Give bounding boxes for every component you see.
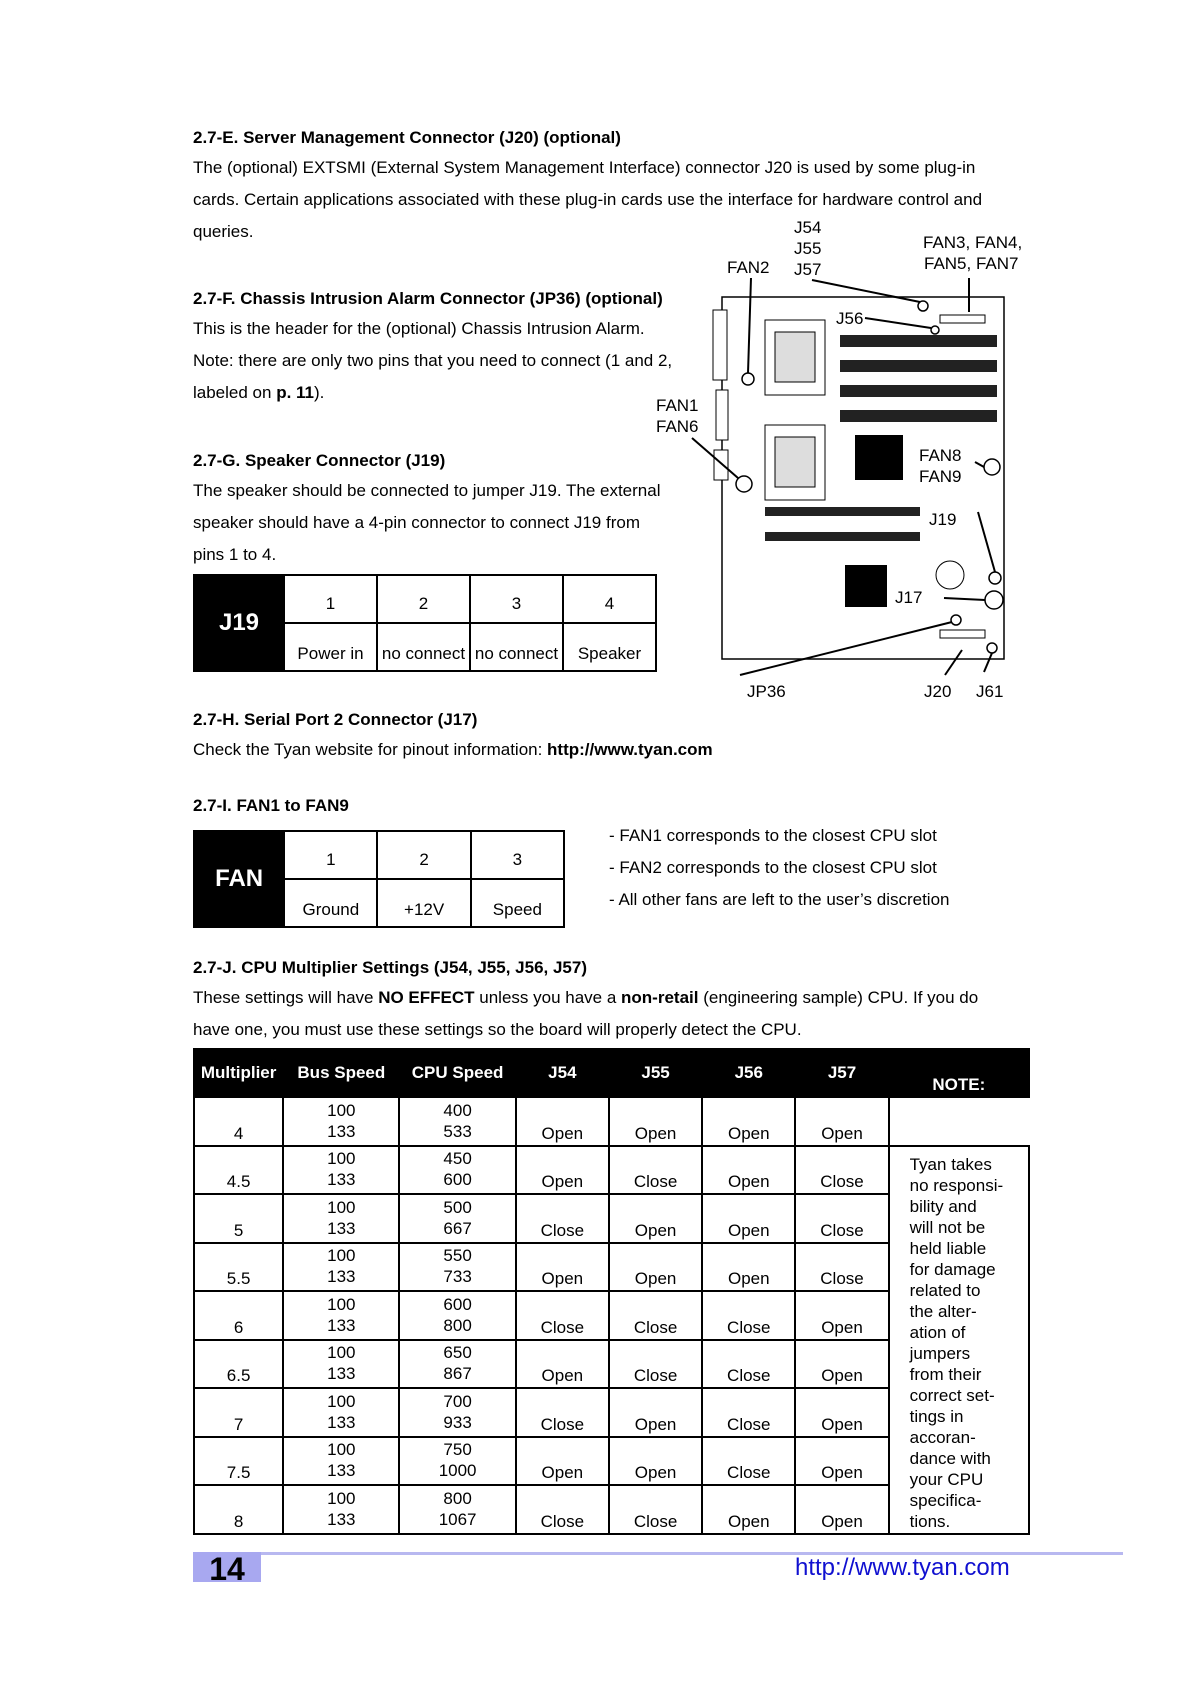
multiplier-cell: 8: [194, 1485, 283, 1534]
text-run: unless you have a: [474, 988, 622, 1007]
column-header: Multiplier: [194, 1049, 283, 1097]
pin-function: Power in: [284, 623, 377, 671]
note-line: from their: [909, 1364, 982, 1384]
connector-marker: [736, 476, 752, 492]
column-header: J54: [516, 1049, 609, 1097]
connector-marker: [951, 615, 961, 625]
bus-speed-cell: [283, 1194, 399, 1243]
j57-cell: Open: [795, 1291, 888, 1340]
j56-cell: Open: [702, 1146, 795, 1195]
diagram-label: FAN3, FAN4,: [923, 233, 1023, 252]
note-line: your CPU: [909, 1469, 984, 1489]
j55-cell: Open: [609, 1194, 702, 1243]
section-f: [193, 288, 713, 409]
bus-speed-cell-line: 100: [327, 1149, 356, 1169]
multiplier-cell: 4.5: [194, 1146, 283, 1195]
bus-speed-cell: [283, 1243, 399, 1292]
cpu-speed-cell-line: 800: [443, 1315, 472, 1335]
pin-number: 3: [471, 831, 564, 879]
note-line: specifica-: [909, 1490, 982, 1510]
diagram-label: FAN1: [656, 396, 699, 415]
bus-speed-cell: [283, 1097, 399, 1146]
diagram-label: J61: [976, 682, 1004, 701]
cpu-speed-cell-line: 733: [443, 1267, 472, 1287]
text-run: Check the Tyan website for pinout information:: [193, 740, 548, 759]
bus-speed-cell: [283, 1485, 399, 1534]
cpu-speed-cell-line: 867: [443, 1364, 472, 1384]
note-line: ation of: [909, 1322, 966, 1342]
bus-speed-cell-line: 100: [327, 1294, 356, 1314]
cpu-speed-cell-line: 600: [443, 1170, 472, 1190]
note-line: related to: [909, 1280, 981, 1300]
cpu-speed-cell: [399, 1437, 515, 1486]
note-line: bility and: [909, 1196, 977, 1216]
memory-slot: [840, 360, 997, 372]
section-heading: 2.7-J. CPU Multiplier Settings (J54, J55, J56, J57): [193, 958, 587, 977]
connector-marker: [931, 326, 939, 334]
j54-cell: Open: [516, 1097, 609, 1146]
cpu-socket-core: [775, 332, 815, 382]
connector-marker: [742, 373, 754, 385]
note-line: tions.: [909, 1511, 951, 1531]
note-line: tings in: [909, 1406, 964, 1426]
cpu-speed-cell-line: 700: [443, 1391, 472, 1411]
diagram-label: JP36: [747, 682, 786, 701]
diagram-label: J56: [836, 309, 864, 328]
cpu-speed-cell-line: 1000: [438, 1461, 477, 1481]
section-h: [193, 709, 1043, 766]
fan-note: - FAN2 corresponds to the closest CPU slot: [609, 858, 937, 877]
io-chip: [845, 565, 887, 607]
diagram-label: J20: [924, 682, 952, 701]
note-line: no responsi-: [909, 1175, 1004, 1195]
text-run: ).: [314, 383, 325, 402]
memory-slot: [840, 335, 997, 347]
pin-number: 2: [377, 575, 470, 623]
j54-cell: Open: [516, 1437, 609, 1486]
diagram-label: FAN8: [919, 446, 962, 465]
diagram-label: FAN5, FAN7: [924, 254, 1019, 273]
j55-cell: Close: [609, 1291, 702, 1340]
diagram-label: FAN6: [656, 417, 699, 436]
table-row: [194, 1097, 1029, 1146]
emphasis: non-retail: [621, 988, 699, 1007]
bus-speed-cell-line: 100: [327, 1391, 356, 1411]
bus-speed-cell-line: 133: [327, 1364, 356, 1384]
j54-cell: Close: [516, 1194, 609, 1243]
pin-function: Ground: [284, 879, 377, 927]
paragraph-line: have one, you must use these settings so the board will properly detect the CPU.: [193, 1020, 802, 1039]
j55-cell: Close: [609, 1146, 702, 1195]
note-line: correct set-: [909, 1385, 995, 1405]
pin-function: Speaker: [563, 623, 656, 671]
pin-function: +12V: [377, 879, 470, 927]
cpu-speed-cell: [399, 1485, 515, 1534]
j55-cell: Close: [609, 1340, 702, 1389]
pin-number: 1: [284, 575, 377, 623]
note-line: jumpers: [909, 1343, 971, 1363]
paragraph-line: cards. Certain applications associated with these plug-in cards use the interface for hardware control and: [193, 190, 983, 209]
bus-speed-cell-line: 133: [327, 1170, 356, 1190]
column-header: CPU Speed: [399, 1049, 515, 1097]
note-text: [889, 1146, 1029, 1534]
bus-speed-cell: [283, 1291, 399, 1340]
paragraph-line: [193, 982, 1073, 1014]
cpu-speed-cell-line: 750: [443, 1440, 472, 1460]
bus-speed-cell-line: 133: [327, 1267, 356, 1287]
fan-note: - FAN1 corresponds to the closest CPU slot: [609, 826, 937, 845]
bus-speed-cell: [283, 1388, 399, 1437]
j57-cell: Open: [795, 1485, 888, 1534]
emphasis: NO EFFECT: [378, 988, 475, 1007]
cpu-speed-cell: [399, 1097, 515, 1146]
j56-cell: Open: [702, 1243, 795, 1292]
column-header: J57: [795, 1049, 888, 1097]
j56-cell: Close: [702, 1388, 795, 1437]
j55-cell: Open: [609, 1243, 702, 1292]
section-heading: 2.7-E. Server Management Connector (J20) (optional): [193, 128, 621, 147]
multiplier-cell: 7: [194, 1388, 283, 1437]
pin-number: 3: [470, 575, 563, 623]
j56-cell: Open: [702, 1097, 795, 1146]
j56-cell: Open: [702, 1194, 795, 1243]
paragraph-line: The speaker should be connected to jumper J19. The external: [193, 481, 661, 500]
cpu-speed-cell-line: 400: [443, 1100, 472, 1120]
pin-number: 2: [377, 831, 470, 879]
j54-cell: Close: [516, 1291, 609, 1340]
rear-io-block: [713, 310, 727, 380]
header-connector: [940, 630, 985, 638]
j57-cell: Open: [795, 1437, 888, 1486]
column-header: J55: [609, 1049, 702, 1097]
cpu-speed-cell-line: 933: [443, 1412, 472, 1432]
section-heading: 2.7-G. Speaker Connector (J19): [193, 451, 446, 470]
motherboard-diagram: [640, 210, 1060, 710]
pin-function: no connect: [470, 623, 563, 671]
memory-slot: [840, 385, 997, 397]
j57-cell: Close: [795, 1243, 888, 1292]
bus-speed-cell-line: 133: [327, 1509, 356, 1529]
section-j: [193, 957, 1073, 1046]
cpu-speed-cell-line: 650: [443, 1343, 472, 1363]
connector-marker: [985, 591, 1003, 609]
rear-io-block: [716, 390, 728, 440]
multiplier-cell: 4: [194, 1097, 283, 1146]
table-row: [194, 1146, 1029, 1195]
note-line: accoran-: [909, 1427, 976, 1447]
battery: [936, 561, 964, 589]
paragraph-line: [193, 377, 713, 409]
table-label: J19: [194, 575, 284, 671]
j56-cell: Open: [702, 1485, 795, 1534]
paragraph-line: queries.: [193, 222, 254, 241]
bus-speed-cell-line: 100: [327, 1246, 356, 1266]
bus-speed-cell-line: 100: [327, 1488, 356, 1508]
cpu-speed-cell-line: 550: [443, 1246, 472, 1266]
cpu-speed-cell-line: 450: [443, 1149, 472, 1169]
bus-speed-cell-line: 133: [327, 1315, 356, 1335]
cpu-speed-cell-line: 667: [443, 1218, 472, 1238]
pin-number: 4: [563, 575, 656, 623]
section-i: [193, 795, 349, 817]
note-line: will not be: [909, 1217, 986, 1237]
bus-speed-cell-line: 100: [327, 1100, 356, 1120]
cpu-speed-cell-line: 533: [443, 1121, 472, 1141]
diagram-label: J57: [794, 260, 822, 279]
pin-function: no connect: [377, 623, 470, 671]
diagram-label: J17: [895, 588, 923, 607]
section-heading: 2.7-F. Chassis Intrusion Alarm Connector (JP36) (optional): [193, 289, 663, 308]
cpu-speed-cell: [399, 1146, 515, 1195]
memory-slot: [840, 410, 997, 422]
multiplier-cell: 7.5: [194, 1437, 283, 1486]
j54-cell: Open: [516, 1243, 609, 1292]
cpu-speed-cell: [399, 1388, 515, 1437]
pci-slot: [765, 507, 920, 516]
j19-pin-table: [193, 574, 657, 672]
note-line: the alter-: [909, 1301, 977, 1321]
j56-cell: Close: [702, 1340, 795, 1389]
bus-speed-cell: [283, 1146, 399, 1195]
bus-speed-cell-line: 100: [327, 1343, 356, 1363]
j57-cell: Open: [795, 1388, 888, 1437]
j57-cell: Open: [795, 1340, 888, 1389]
cpu-speed-cell: [399, 1194, 515, 1243]
j54-cell: Open: [516, 1340, 609, 1389]
bus-speed-cell-line: 133: [327, 1121, 356, 1141]
diagram-label: J55: [794, 239, 822, 258]
j54-cell: Open: [516, 1146, 609, 1195]
paragraph-line: This is the header for the (optional) Chassis Intrusion Alarm.: [193, 319, 645, 338]
cpu-speed-cell-line: 1067: [438, 1509, 477, 1529]
chipset: [855, 435, 903, 480]
note-line: for damage: [909, 1259, 996, 1279]
j55-cell: Open: [609, 1437, 702, 1486]
rear-io-block: [714, 450, 728, 480]
connector-marker: [984, 459, 1000, 475]
fan-notes: [609, 820, 1049, 916]
paragraph-line: The (optional) EXTSMI (External System Management Interface) connector J20 is used by some plug-in: [193, 158, 976, 177]
diagram-label: FAN9: [919, 467, 962, 486]
cpu-speed-cell-line: 800: [443, 1488, 472, 1508]
bus-speed-cell: [283, 1437, 399, 1486]
note-line: Tyan takes: [909, 1154, 992, 1174]
j54-cell: Close: [516, 1388, 609, 1437]
pin-number: 1: [284, 831, 377, 879]
fan-pin-table: [193, 830, 565, 928]
j55-cell: Close: [609, 1485, 702, 1534]
paragraph-line: speaker should have a 4-pin connector to connect J19 from: [193, 513, 640, 532]
header-connector: [940, 315, 985, 323]
cpu-speed-cell-line: 600: [443, 1294, 472, 1314]
diagram-label: J19: [929, 510, 957, 529]
pci-slot: [765, 532, 920, 541]
bus-speed-cell-line: 133: [327, 1412, 356, 1432]
paragraph-line: pins 1 to 4.: [193, 545, 277, 564]
multiplier-cell: 5: [194, 1194, 283, 1243]
j56-cell: Close: [702, 1437, 795, 1486]
cpu-speed-cell: [399, 1243, 515, 1292]
text-run: labeled on: [193, 383, 277, 402]
multiplier-cell: 5.5: [194, 1243, 283, 1292]
bus-speed-cell-line: 133: [327, 1218, 356, 1238]
footer-url[interactable]: http://www.tyan.com: [795, 1554, 1010, 1581]
connector-marker: [987, 643, 997, 653]
website-link[interactable]: http://www.tyan.com: [547, 740, 713, 759]
diagram-label: FAN2: [727, 258, 770, 277]
note-header: NOTE:: [889, 1049, 1029, 1097]
section-heading: 2.7-I. FAN1 to FAN9: [193, 796, 349, 815]
multiplier-table-body: [194, 1097, 1029, 1534]
connector-marker: [989, 572, 1001, 584]
note-line: dance with: [909, 1448, 991, 1468]
j55-cell: Open: [609, 1097, 702, 1146]
text-run: These settings will have: [193, 988, 379, 1007]
note-line: held liable: [909, 1238, 987, 1258]
section-heading: 2.7-H. Serial Port 2 Connector (J17): [193, 710, 478, 729]
column-header: Bus Speed: [283, 1049, 399, 1097]
table-label: FAN: [194, 831, 284, 927]
j56-cell: Close: [702, 1291, 795, 1340]
page-number: 14: [193, 1552, 261, 1582]
paragraph-line: [193, 734, 1043, 766]
cpu-speed-cell-line: 500: [443, 1197, 472, 1217]
column-header: J56: [702, 1049, 795, 1097]
j57-cell: Open: [795, 1097, 888, 1146]
j57-cell: Close: [795, 1194, 888, 1243]
cpu-multiplier-table: [193, 1048, 1030, 1535]
multiplier-cell: 6.5: [194, 1340, 283, 1389]
bus-speed-cell-line: 100: [327, 1197, 356, 1217]
cpu-speed-cell: [399, 1340, 515, 1389]
diagram-label: J54: [794, 218, 822, 237]
j54-cell: Close: [516, 1485, 609, 1534]
j55-cell: Open: [609, 1388, 702, 1437]
multiplier-cell: 6: [194, 1291, 283, 1340]
bus-speed-cell-line: 133: [327, 1461, 356, 1481]
section-g: [193, 450, 713, 571]
page-reference: p. 11: [276, 383, 314, 402]
bus-speed-cell: [283, 1340, 399, 1389]
j57-cell: Close: [795, 1146, 888, 1195]
pin-function: Speed: [471, 879, 564, 927]
fan-note: - All other fans are left to the user’s discretion: [609, 890, 950, 909]
cpu-socket-core: [775, 437, 815, 487]
paragraph-line: Note: there are only two pins that you need to connect (1 and 2,: [193, 351, 673, 370]
cpu-speed-cell: [399, 1291, 515, 1340]
bus-speed-cell-line: 100: [327, 1440, 356, 1460]
text-run: (engineering sample) CPU. If you do: [698, 988, 979, 1007]
